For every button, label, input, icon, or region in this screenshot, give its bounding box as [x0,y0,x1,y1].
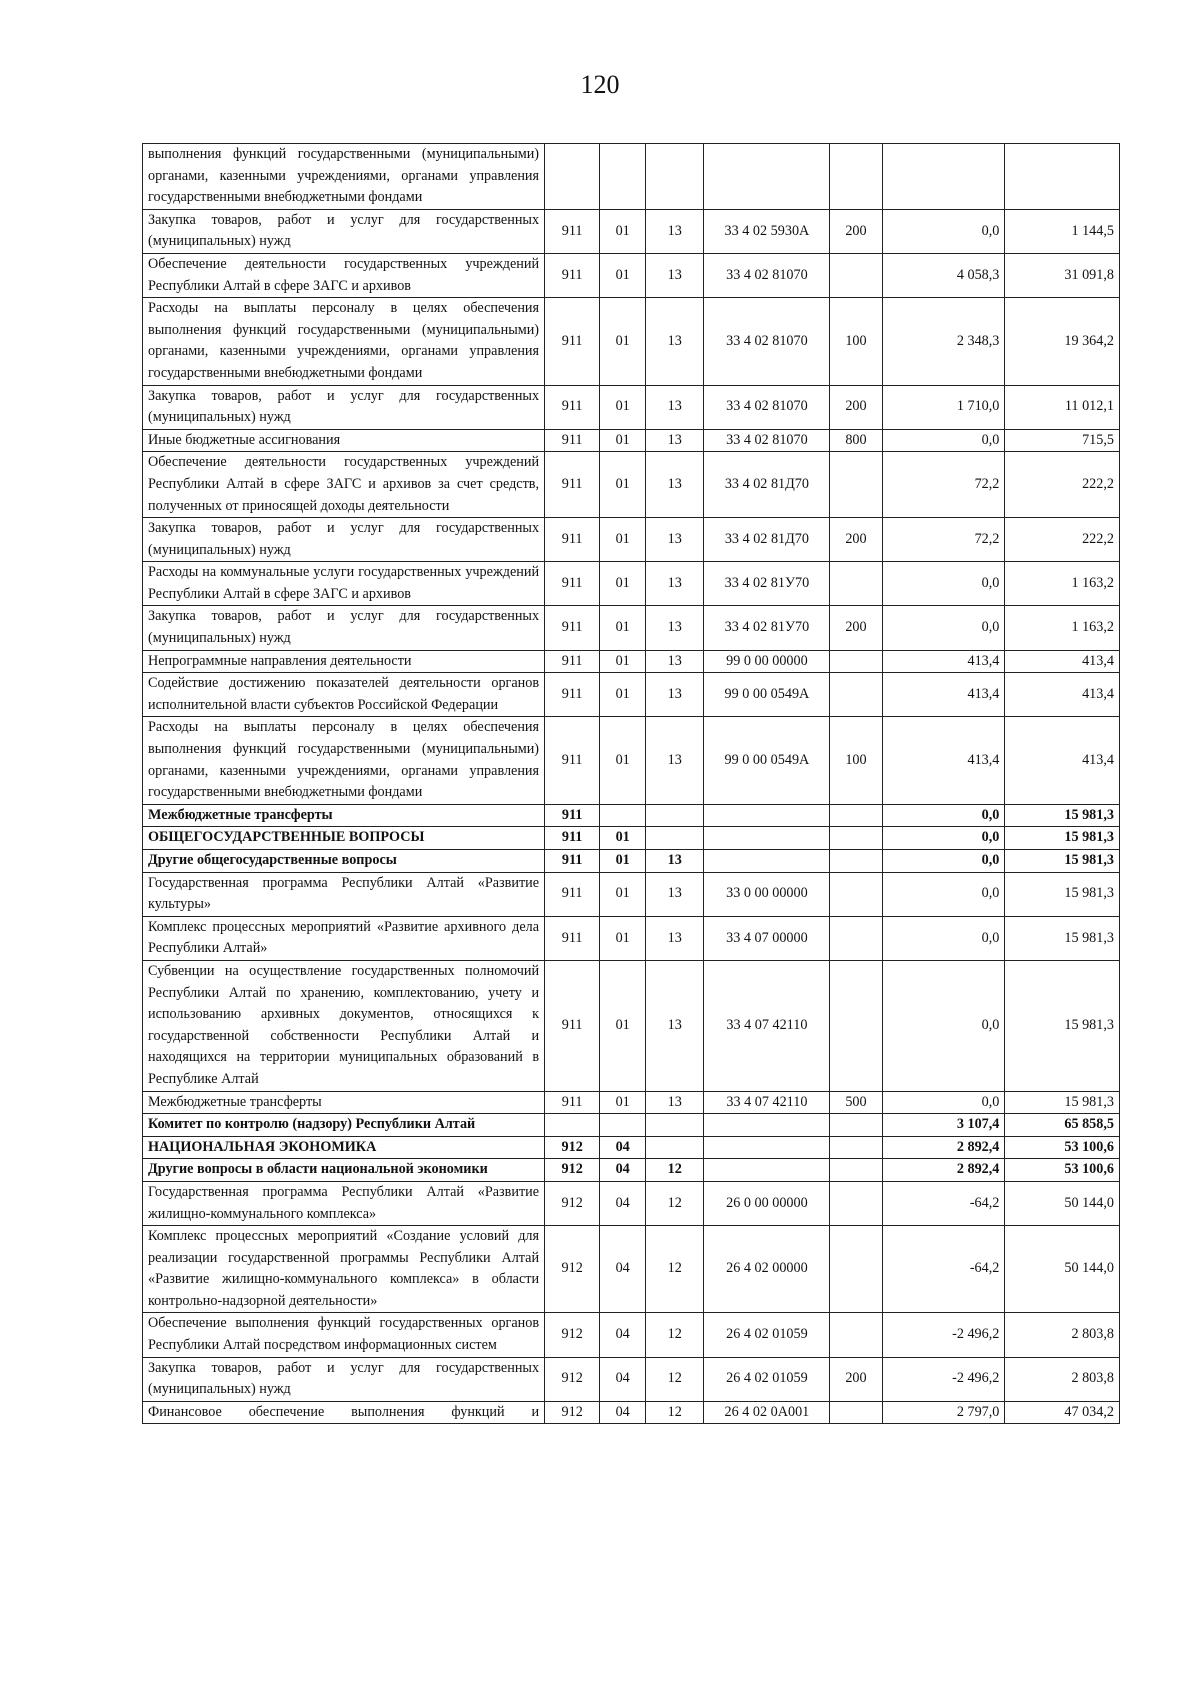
row-gr-code: 912 [545,1357,600,1401]
row-amount-2: 413,4 [1005,650,1120,673]
row-csr-code: 33 0 00 00000 [704,872,830,916]
row-amount-2: 15 981,3 [1005,850,1120,873]
row-pr-code: 13 [646,717,704,804]
row-rz-code: 04 [600,1136,646,1159]
row-amount-2: 53 100,6 [1005,1159,1120,1182]
table-row [143,673,1120,717]
row-amount-1: 0,0 [882,1091,1005,1114]
row-amount-2: 15 981,3 [1005,827,1120,850]
row-pr-code: 13 [646,1091,704,1114]
row-name: Содействие достижению показателей деятельности органов исполнительной власти субъектов Российской Федерации [143,673,545,717]
row-gr-code: 911 [545,827,600,850]
table-row [143,717,1120,804]
row-gr-code: 911 [545,1091,600,1114]
row-amount-1: 0,0 [882,209,1005,253]
table-row [143,606,1120,650]
table-row [143,562,1120,606]
row-vr-code [830,650,882,673]
row-rz-code: 01 [600,916,646,960]
row-name: Обеспечение деятельности государственных учреждений Республики Алтай в сфере ЗАГС и архивов за счет средств, полученных от приносящей доходы деятельности [143,452,545,518]
row-name: Расходы на выплаты персоналу в целях обеспечения выполнения функций государственными (муниципальными) органами, казенными учреждениями, органами управления государственными внебюджетными фондами [143,717,545,804]
row-amount-1: 2 892,4 [882,1159,1005,1182]
row-amount-2: 15 981,3 [1005,1091,1120,1114]
table-row [143,1313,1120,1357]
row-gr-code: 911 [545,562,600,606]
row-vr-code [830,872,882,916]
table-row [143,1114,1120,1137]
row-rz-code: 01 [600,827,646,850]
row-pr-code: 13 [646,209,704,253]
row-csr-code [704,1159,830,1182]
row-pr-code [646,1114,704,1137]
row-amount-2: 15 981,3 [1005,916,1120,960]
row-vr-code: 100 [830,717,882,804]
row-amount-1: 0,0 [882,804,1005,827]
row-amount-1 [882,144,1005,210]
row-name: Закупка товаров, работ и услуг для государственных (муниципальных) нужд [143,1357,545,1401]
table-row [143,1181,1120,1225]
row-amount-2: 11 012,1 [1005,385,1120,429]
row-vr-code [830,1226,882,1313]
row-vr-code [830,562,882,606]
row-rz-code: 01 [600,673,646,717]
row-name: НАЦИОНАЛЬНАЯ ЭКОНОМИКА [143,1136,545,1159]
row-amount-1: 0,0 [882,606,1005,650]
row-amount-2: 50 144,0 [1005,1181,1120,1225]
row-amount-2: 1 163,2 [1005,562,1120,606]
row-amount-1: -64,2 [882,1226,1005,1313]
row-gr-code: 911 [545,209,600,253]
table-row [143,298,1120,385]
row-name: Межбюджетные трансферты [143,804,545,827]
row-amount-2: 1 144,5 [1005,209,1120,253]
row-vr-code [830,916,882,960]
row-rz-code: 04 [600,1159,646,1182]
table-row [143,1357,1120,1401]
row-vr-code [830,850,882,873]
row-amount-2: 2 803,8 [1005,1357,1120,1401]
row-vr-code: 100 [830,298,882,385]
row-vr-code [830,1401,882,1424]
row-vr-code [830,1114,882,1137]
row-amount-1: 1 710,0 [882,385,1005,429]
row-amount-2: 15 981,3 [1005,960,1120,1091]
row-gr-code [545,144,600,210]
budget-table [142,143,1120,1424]
row-amount-1: 72,2 [882,452,1005,518]
row-vr-code [830,804,882,827]
row-rz-code: 04 [600,1226,646,1313]
row-name: ОБЩЕГОСУДАРСТВЕННЫЕ ВОПРОСЫ [143,827,545,850]
row-amount-2: 53 100,6 [1005,1136,1120,1159]
row-rz-code: 04 [600,1357,646,1401]
row-pr-code: 12 [646,1357,704,1401]
row-pr-code: 13 [646,872,704,916]
row-gr-code: 911 [545,253,600,297]
row-rz-code [600,144,646,210]
row-csr-code: 33 4 02 5930А [704,209,830,253]
row-csr-code: 33 4 07 42110 [704,960,830,1091]
row-amount-2: 1 163,2 [1005,606,1120,650]
row-name: Расходы на выплаты персоналу в целях обеспечения выполнения функций государственными (муниципальными) органами, казенными учреждениями, органами управления государственными внебюджетными фондами [143,298,545,385]
row-pr-code: 12 [646,1401,704,1424]
row-amount-1: -2 496,2 [882,1313,1005,1357]
row-amount-1: 0,0 [882,916,1005,960]
row-amount-1: 413,4 [882,717,1005,804]
row-csr-code [704,850,830,873]
row-csr-code: 26 4 02 0А001 [704,1401,830,1424]
row-name: Финансовое обеспечение выполнения функций и [143,1401,545,1424]
row-csr-code: 99 0 00 0549А [704,717,830,804]
row-name: Непрограммные направления деятельности [143,650,545,673]
row-rz-code: 01 [600,253,646,297]
row-csr-code: 33 4 02 81070 [704,385,830,429]
row-rz-code: 04 [600,1181,646,1225]
row-gr-code: 912 [545,1313,600,1357]
table-row [143,960,1120,1091]
row-vr-code: 200 [830,1357,882,1401]
row-csr-code: 26 4 02 01059 [704,1357,830,1401]
page-number: 120 [580,70,620,99]
row-csr-code: 33 4 02 81070 [704,298,830,385]
row-rz-code: 01 [600,518,646,562]
table-row [143,804,1120,827]
row-csr-code: 26 0 00 00000 [704,1181,830,1225]
row-amount-2: 19 364,2 [1005,298,1120,385]
row-csr-code: 26 4 02 01059 [704,1313,830,1357]
row-amount-1: 2 348,3 [882,298,1005,385]
table-row [143,1226,1120,1313]
row-amount-2: 65 858,5 [1005,1114,1120,1137]
table-row [143,850,1120,873]
row-csr-code: 33 4 02 81Д70 [704,452,830,518]
row-gr-code: 911 [545,960,600,1091]
row-rz-code: 01 [600,562,646,606]
row-csr-code: 99 0 00 0549А [704,673,830,717]
row-csr-code: 33 4 02 81Д70 [704,518,830,562]
row-vr-code [830,1181,882,1225]
row-pr-code [646,1136,704,1159]
row-amount-1: 4 058,3 [882,253,1005,297]
row-pr-code: 13 [646,452,704,518]
row-name: Межбюджетные трансферты [143,1091,545,1114]
row-vr-code [830,452,882,518]
row-name: Обеспечение выполнения функций государственных органов Республики Алтай посредством информационных систем [143,1313,545,1357]
row-amount-1: 3 107,4 [882,1114,1005,1137]
row-vr-code [830,253,882,297]
row-amount-2: 413,4 [1005,673,1120,717]
row-pr-code: 13 [646,518,704,562]
table-row [143,916,1120,960]
table-row [143,452,1120,518]
row-name: Закупка товаров, работ и услуг для государственных (муниципальных) нужд [143,385,545,429]
row-amount-2: 31 091,8 [1005,253,1120,297]
row-amount-1: -64,2 [882,1181,1005,1225]
row-amount-1: 0,0 [882,827,1005,850]
table-row [143,1159,1120,1182]
row-gr-code: 911 [545,385,600,429]
row-gr-code: 912 [545,1136,600,1159]
row-amount-1: 0,0 [882,872,1005,916]
row-rz-code: 01 [600,385,646,429]
row-gr-code: 911 [545,452,600,518]
row-name: Закупка товаров, работ и услуг для государственных (муниципальных) нужд [143,606,545,650]
row-pr-code: 13 [646,385,704,429]
row-name: Государственная программа Республики Алтай «Развитие культуры» [143,872,545,916]
row-vr-code [830,1159,882,1182]
row-gr-code: 912 [545,1159,600,1182]
row-amount-2: 222,2 [1005,452,1120,518]
row-amount-2: 222,2 [1005,518,1120,562]
row-name: выполнения функций государственными (муниципальными) органами, казенными учреждениями, органами управления государственными внебюджетными фондами [143,144,545,210]
row-rz-code: 01 [600,298,646,385]
row-amount-2: 715,5 [1005,429,1120,452]
row-amount-2: 47 034,2 [1005,1401,1120,1424]
table-row [143,385,1120,429]
row-gr-code: 911 [545,518,600,562]
row-amount-1: 413,4 [882,673,1005,717]
row-name: Другие общегосударственные вопросы [143,850,545,873]
row-csr-code: 33 4 07 42110 [704,1091,830,1114]
table-row [143,253,1120,297]
row-gr-code: 912 [545,1226,600,1313]
row-rz-code: 04 [600,1401,646,1424]
row-rz-code: 01 [600,209,646,253]
row-pr-code: 13 [646,960,704,1091]
row-amount-2: 50 144,0 [1005,1226,1120,1313]
row-pr-code: 13 [646,650,704,673]
row-name: Субвенции на осуществление государственных полномочий Республики Алтай по хранению, комплектованию, учету и использованию архивных документов, относящихся к государственной собственности Республики Алтай и находящихся на территории муниципальных образований в Республике Алтай [143,960,545,1091]
row-csr-code: 26 4 02 00000 [704,1226,830,1313]
row-gr-code: 911 [545,298,600,385]
row-vr-code: 500 [830,1091,882,1114]
row-name: Государственная программа Республики Алтай «Развитие жилищно-коммунального комплекса» [143,1181,545,1225]
row-amount-1: -2 496,2 [882,1357,1005,1401]
row-rz-code: 04 [600,1313,646,1357]
row-pr-code: 13 [646,916,704,960]
row-pr-code: 13 [646,673,704,717]
table-row [143,872,1120,916]
row-rz-code: 01 [600,1091,646,1114]
row-gr-code [545,1114,600,1137]
row-rz-code: 01 [600,872,646,916]
row-vr-code: 200 [830,606,882,650]
row-vr-code [830,960,882,1091]
row-pr-code: 13 [646,429,704,452]
row-pr-code: 12 [646,1313,704,1357]
row-csr-code [704,1136,830,1159]
table-row [143,518,1120,562]
table-row [143,144,1120,210]
row-name: Комплекс процессных мероприятий «Развитие архивного дела Республики Алтай» [143,916,545,960]
row-rz-code [600,804,646,827]
row-amount-1: 2 892,4 [882,1136,1005,1159]
row-csr-code [704,1114,830,1137]
row-rz-code: 01 [600,606,646,650]
row-vr-code: 200 [830,385,882,429]
row-amount-1: 2 797,0 [882,1401,1005,1424]
row-gr-code: 911 [545,850,600,873]
row-amount-1: 0,0 [882,429,1005,452]
row-name: Расходы на коммунальные услуги государственных учреждений Республики Алтай в сфере ЗАГС и архивов [143,562,545,606]
table-row [143,209,1120,253]
row-pr-code [646,804,704,827]
row-amount-1: 413,4 [882,650,1005,673]
row-pr-code: 13 [646,606,704,650]
row-rz-code: 01 [600,429,646,452]
row-amount-2: 15 981,3 [1005,872,1120,916]
row-pr-code: 13 [646,253,704,297]
row-gr-code: 911 [545,429,600,452]
row-amount-2: 15 981,3 [1005,804,1120,827]
row-csr-code [704,827,830,850]
row-gr-code: 911 [545,606,600,650]
row-pr-code: 12 [646,1181,704,1225]
row-csr-code: 33 4 02 81У70 [704,562,830,606]
row-rz-code: 01 [600,850,646,873]
row-pr-code [646,144,704,210]
budget-table-body [143,144,1120,1424]
row-vr-code [830,673,882,717]
row-vr-code [830,827,882,850]
table-row [143,1136,1120,1159]
row-gr-code: 912 [545,1181,600,1225]
row-rz-code: 01 [600,717,646,804]
row-pr-code: 12 [646,1226,704,1313]
row-vr-code: 800 [830,429,882,452]
row-amount-1: 0,0 [882,960,1005,1091]
row-gr-code: 911 [545,717,600,804]
row-rz-code: 01 [600,452,646,518]
row-gr-code: 911 [545,804,600,827]
row-pr-code: 13 [646,562,704,606]
row-csr-code: 33 4 07 00000 [704,916,830,960]
row-amount-1: 0,0 [882,562,1005,606]
table-row [143,827,1120,850]
row-name: Обеспечение деятельности государственных учреждений Республики Алтай в сфере ЗАГС и архивов [143,253,545,297]
row-rz-code: 01 [600,960,646,1091]
row-amount-2: 2 803,8 [1005,1313,1120,1357]
table-row [143,1401,1120,1424]
table-row [143,650,1120,673]
row-vr-code [830,144,882,210]
row-gr-code: 911 [545,673,600,717]
row-name: Комитет по контролю (надзору) Республики Алтай [143,1114,545,1137]
row-vr-code [830,1313,882,1357]
row-csr-code: 99 0 00 00000 [704,650,830,673]
row-name: Комплекс процессных мероприятий «Создание условий для реализации государственной программы Республики Алтай «Развитие жилищно-коммунального комплекса» в области контрольно-надзорной деятельности» [143,1226,545,1313]
row-vr-code [830,1136,882,1159]
row-rz-code [600,1114,646,1137]
row-gr-code: 912 [545,1401,600,1424]
row-vr-code: 200 [830,518,882,562]
table-row [143,429,1120,452]
row-gr-code: 911 [545,916,600,960]
row-csr-code [704,144,830,210]
row-name: Иные бюджетные ассигнования [143,429,545,452]
row-name: Другие вопросы в области национальной экономики [143,1159,545,1182]
table-row [143,1091,1120,1114]
row-amount-2: 413,4 [1005,717,1120,804]
row-rz-code: 01 [600,650,646,673]
row-gr-code: 911 [545,650,600,673]
row-amount-1: 0,0 [882,850,1005,873]
row-csr-code: 33 4 02 81070 [704,253,830,297]
row-csr-code [704,804,830,827]
row-name: Закупка товаров, работ и услуг для государственных (муниципальных) нужд [143,518,545,562]
row-amount-1: 72,2 [882,518,1005,562]
row-name: Закупка товаров, работ и услуг для государственных (муниципальных) нужд [143,209,545,253]
row-amount-2 [1005,144,1120,210]
row-pr-code: 12 [646,1159,704,1182]
row-pr-code [646,827,704,850]
row-vr-code: 200 [830,209,882,253]
row-csr-code: 33 4 02 81У70 [704,606,830,650]
row-gr-code: 911 [545,872,600,916]
row-pr-code: 13 [646,298,704,385]
row-csr-code: 33 4 02 81070 [704,429,830,452]
row-pr-code: 13 [646,850,704,873]
